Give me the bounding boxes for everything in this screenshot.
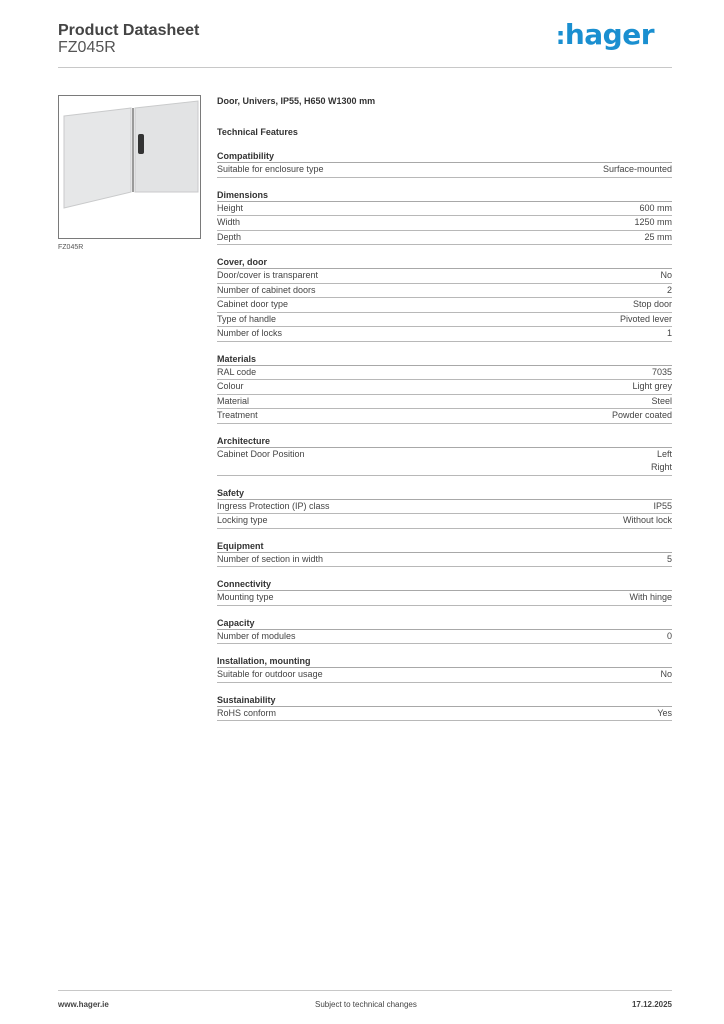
website-link[interactable]: www.hager.ie xyxy=(58,1000,109,1009)
page-footer xyxy=(58,990,672,1012)
feature-label: Depth xyxy=(217,231,242,242)
section-spacer xyxy=(217,606,672,618)
feature-value: Steel xyxy=(651,395,672,406)
feature-row xyxy=(217,366,672,381)
section-title: Sustainability xyxy=(217,695,672,707)
feature-row xyxy=(217,327,672,342)
feature-row xyxy=(217,630,672,645)
feature-section xyxy=(217,257,672,354)
section-spacer xyxy=(217,476,672,488)
feature-section xyxy=(217,695,672,734)
section-spacer xyxy=(217,245,672,257)
image-caption: FZ045R xyxy=(58,244,84,251)
feature-section xyxy=(217,151,672,190)
section-title: Architecture xyxy=(217,436,672,448)
feature-label: RoHS conform xyxy=(217,707,277,718)
page-header xyxy=(58,18,672,68)
features-list xyxy=(217,151,672,733)
feature-value: 2 xyxy=(666,284,672,295)
feature-row xyxy=(217,216,672,231)
feature-value: No xyxy=(660,669,672,679)
section-title: Equipment xyxy=(217,541,672,553)
feature-label: Suitable for outdoor usage xyxy=(217,669,323,679)
feature-row xyxy=(217,380,672,395)
section-spacer xyxy=(217,178,672,190)
feature-label: Number of modules xyxy=(217,630,296,641)
feature-value: 7035 xyxy=(651,366,672,377)
section-spacer xyxy=(217,567,672,579)
feature-row xyxy=(217,163,672,178)
feature-value: 600 mm xyxy=(639,202,672,213)
feature-section xyxy=(217,436,672,488)
feature-label: RAL code xyxy=(217,366,257,377)
feature-label: Number of section in width xyxy=(217,553,324,564)
section-title: Dimensions xyxy=(217,190,672,202)
feature-section xyxy=(217,656,672,695)
footer-date: 17.12.2025 xyxy=(631,1000,672,1009)
feature-label: Type of handle xyxy=(217,313,277,324)
footer-note: Subject to technical changes xyxy=(315,1000,417,1009)
technical-content xyxy=(217,96,672,733)
feature-row xyxy=(217,231,672,246)
feature-label: Height xyxy=(217,202,244,213)
feature-label: Number of cabinet doors xyxy=(217,284,316,295)
feature-row xyxy=(217,514,672,529)
product-description: Door, Univers, IP55, H650 W1300 mm xyxy=(217,96,376,106)
feature-value: Left Right xyxy=(650,448,672,472)
feature-value: Without lock xyxy=(622,515,672,525)
section-title: Materials xyxy=(217,354,672,366)
section-spacer xyxy=(217,424,672,436)
feature-section xyxy=(217,488,672,541)
feature-row xyxy=(217,668,672,683)
feature-label: Colour xyxy=(217,381,244,391)
hager-logo: :hager xyxy=(555,18,654,51)
feature-row xyxy=(217,448,672,476)
feature-label: Width xyxy=(217,217,241,227)
feature-row xyxy=(217,298,672,313)
feature-section xyxy=(217,541,672,580)
feature-row xyxy=(217,707,672,722)
section-title: Cover, door xyxy=(217,257,672,269)
feature-row xyxy=(217,409,672,424)
section-spacer xyxy=(217,644,672,656)
feature-label: Door/cover is transparent xyxy=(217,270,319,280)
technical-features-heading: Technical Features xyxy=(217,127,298,137)
product-reference: FZ045R xyxy=(58,39,116,56)
feature-label: Treatment xyxy=(217,410,258,420)
section-title: Compatibility xyxy=(217,151,672,163)
feature-label: Ingress Protection (IP) class xyxy=(217,500,330,511)
section-title: Safety xyxy=(217,488,672,500)
feature-value: IP55 xyxy=(653,500,672,511)
feature-label: Locking type xyxy=(217,515,268,525)
feature-row xyxy=(217,269,672,284)
feature-value: Yes xyxy=(657,707,672,718)
feature-row xyxy=(217,395,672,410)
door-handle xyxy=(138,134,144,154)
feature-value: 25 mm xyxy=(644,231,672,242)
feature-value: Pivoted lever xyxy=(619,313,672,324)
feature-value: 5 xyxy=(666,553,672,564)
feature-value: 0 xyxy=(666,630,672,641)
section-spacer xyxy=(217,683,672,695)
feature-label: Mounting type xyxy=(217,592,274,602)
feature-row xyxy=(217,553,672,568)
feature-value: Stop door xyxy=(632,299,672,309)
feature-label: Cabinet door type xyxy=(217,299,289,309)
feature-value: 1250 mm xyxy=(634,217,672,227)
logo-text: hager xyxy=(564,18,654,51)
feature-section xyxy=(217,354,672,436)
section-title: Installation, mounting xyxy=(217,656,672,668)
feature-value: 1 xyxy=(666,328,672,338)
feature-value: Surface-mounted xyxy=(602,164,672,174)
section-title: Capacity xyxy=(217,618,672,630)
feature-label: Number of locks xyxy=(217,328,283,338)
feature-value: No xyxy=(660,270,672,280)
product-image xyxy=(58,95,201,239)
feature-section xyxy=(217,579,672,618)
section-spacer xyxy=(217,342,672,354)
feature-row xyxy=(217,313,672,328)
feature-row xyxy=(217,284,672,299)
feature-label: Material xyxy=(217,395,250,406)
feature-value: Powder coated xyxy=(611,410,672,420)
feature-label: Cabinet Door Position xyxy=(217,448,305,459)
feature-row xyxy=(217,202,672,217)
feature-value: Light grey xyxy=(632,381,672,391)
page-title: Product Datasheet xyxy=(58,22,200,39)
feature-row xyxy=(217,500,672,515)
section-spacer xyxy=(217,529,672,541)
feature-section xyxy=(217,618,672,657)
section-spacer xyxy=(217,721,672,733)
feature-row xyxy=(217,591,672,606)
feature-label: Suitable for enclosure type xyxy=(217,164,324,174)
door-illustration xyxy=(59,96,202,240)
section-title: Connectivity xyxy=(217,579,672,591)
feature-value: With hinge xyxy=(629,592,672,602)
feature-section xyxy=(217,190,672,258)
